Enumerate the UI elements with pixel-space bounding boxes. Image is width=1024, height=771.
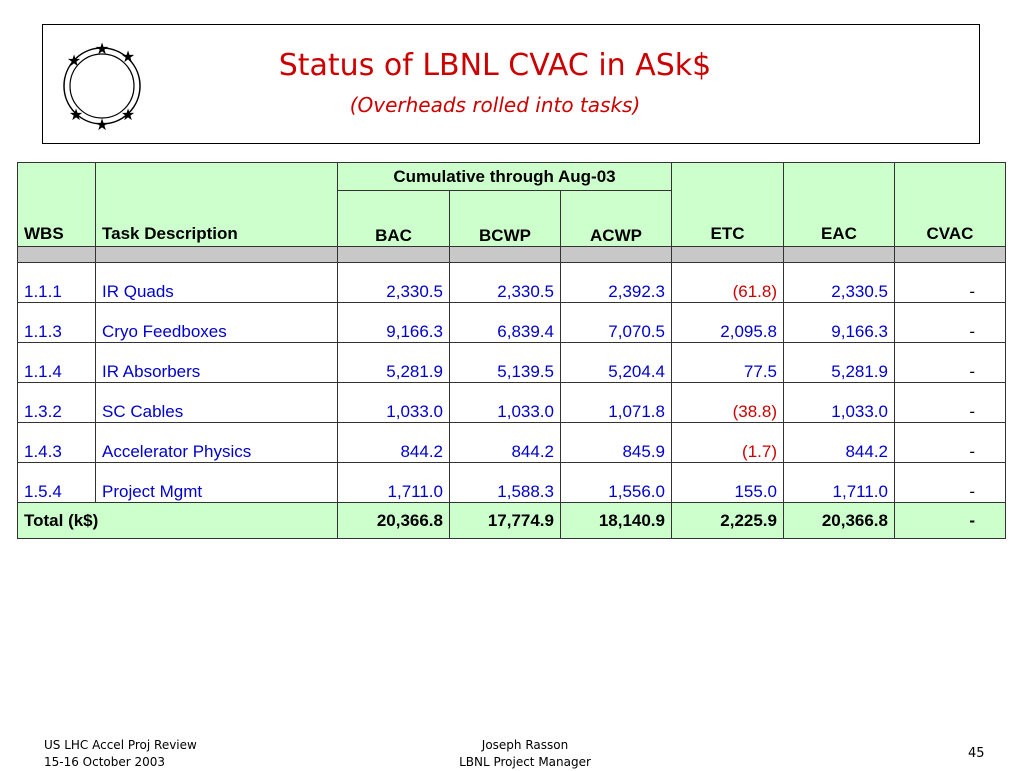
total-eac: 20,366.8 <box>784 503 895 539</box>
cell-etc: (1.7) <box>672 423 784 463</box>
col-header-bcwp: BCWP <box>450 191 561 247</box>
cell-wbs: 1.1.1 <box>18 263 96 303</box>
table-row <box>18 423 1006 463</box>
cell-etc: 2,095.8 <box>672 303 784 343</box>
table-row <box>18 463 1006 503</box>
cell-wbs: 1.3.2 <box>18 383 96 423</box>
cell-bcwp: 6,839.4 <box>450 303 561 343</box>
cell-etc: (61.8) <box>672 263 784 303</box>
cell-acwp: 1,556.0 <box>561 463 672 503</box>
total-label: Total (k$) <box>18 503 338 539</box>
table-row <box>18 263 1006 303</box>
cell-eac: 9,166.3 <box>784 303 895 343</box>
header-row-top <box>18 163 1006 191</box>
cell-bac: 5,281.9 <box>338 343 450 383</box>
cell-eac: 844.2 <box>784 423 895 463</box>
total-bac: 20,366.8 <box>338 503 450 539</box>
cell-eac: 1,033.0 <box>784 383 895 423</box>
footer-review-name: US LHC Accel Proj Review <box>44 738 197 752</box>
total-acwp: 18,140.9 <box>561 503 672 539</box>
cell-cvac: - <box>895 383 1006 423</box>
cell-bac: 1,033.0 <box>338 383 450 423</box>
cell-bac: 2,330.5 <box>338 263 450 303</box>
cell-bcwp: 844.2 <box>450 423 561 463</box>
table-row <box>18 343 1006 383</box>
cell-wbs: 1.1.3 <box>18 303 96 343</box>
footer-presenter-name: Joseph Rasson <box>481 738 569 752</box>
svg-text:★: ★ <box>68 105 84 124</box>
total-bcwp: 17,774.9 <box>450 503 561 539</box>
footer-presenter-role: LBNL Project Manager <box>459 755 591 769</box>
cell-eac: 5,281.9 <box>784 343 895 383</box>
svg-text:★: ★ <box>66 51 82 70</box>
cell-eac: 2,330.5 <box>784 263 895 303</box>
group-header: Cumulative through Aug-03 <box>338 163 672 191</box>
table-row <box>18 303 1006 343</box>
status-table <box>17 162 1006 539</box>
cell-bac: 1,711.0 <box>338 463 450 503</box>
col-header-task: Task Description <box>96 163 338 247</box>
star-ring-logo-icon <box>58 40 146 132</box>
svg-text:★: ★ <box>94 40 110 58</box>
cell-wbs: 1.4.3 <box>18 423 96 463</box>
cell-task: Project Mgmt <box>96 463 338 503</box>
col-header-bac: BAC <box>338 191 450 247</box>
cell-acwp: 845.9 <box>561 423 672 463</box>
cell-acwp: 1,071.8 <box>561 383 672 423</box>
cell-cvac: - <box>895 263 1006 303</box>
col-header-acwp: ACWP <box>561 191 672 247</box>
cell-bac: 9,166.3 <box>338 303 450 343</box>
cell-bcwp: 1,033.0 <box>450 383 561 423</box>
cell-etc: 155.0 <box>672 463 784 503</box>
total-row <box>18 503 1006 539</box>
page-number: 45 <box>968 746 985 761</box>
svg-text:★: ★ <box>94 115 110 132</box>
svg-text:★: ★ <box>120 47 136 66</box>
col-header-etc: ETC <box>672 163 784 247</box>
page-subtitle: (Overheads rolled into tasks) <box>349 93 641 117</box>
cell-eac: 1,711.0 <box>784 463 895 503</box>
cell-bcwp: 1,588.3 <box>450 463 561 503</box>
total-etc: 2,225.9 <box>672 503 784 539</box>
cell-wbs: 1.5.4 <box>18 463 96 503</box>
cell-bcwp: 2,330.5 <box>450 263 561 303</box>
col-header-eac: EAC <box>784 163 895 247</box>
cell-etc: (38.8) <box>672 383 784 423</box>
col-header-cvac: CVAC <box>895 163 1006 247</box>
cell-acwp: 7,070.5 <box>561 303 672 343</box>
cell-task: SC Cables <box>96 383 338 423</box>
svg-text:★: ★ <box>120 105 136 124</box>
cell-acwp: 5,204.4 <box>561 343 672 383</box>
footer-center <box>440 737 610 771</box>
cell-task: Cryo Feedboxes <box>96 303 338 343</box>
cell-task: Accelerator Physics <box>96 423 338 463</box>
cell-task: IR Absorbers <box>96 343 338 383</box>
cell-cvac: - <box>895 423 1006 463</box>
cell-bcwp: 5,139.5 <box>450 343 561 383</box>
total-cvac: - <box>895 503 1006 539</box>
cell-wbs: 1.1.4 <box>18 343 96 383</box>
cell-cvac: - <box>895 303 1006 343</box>
cell-cvac: - <box>895 343 1006 383</box>
title-box <box>42 24 980 144</box>
cell-cvac: - <box>895 463 1006 503</box>
footer-review-date: 15-16 October 2003 <box>44 755 166 769</box>
cell-bac: 844.2 <box>338 423 450 463</box>
footer-left <box>44 737 197 771</box>
cell-acwp: 2,392.3 <box>561 263 672 303</box>
cell-etc: 77.5 <box>672 343 784 383</box>
page-title: Status of LBNL CVAC in ASk$ <box>278 48 712 83</box>
col-header-wbs: WBS <box>18 163 96 247</box>
table-row <box>18 383 1006 423</box>
cell-task: IR Quads <box>96 263 338 303</box>
separator-row <box>18 247 1006 263</box>
